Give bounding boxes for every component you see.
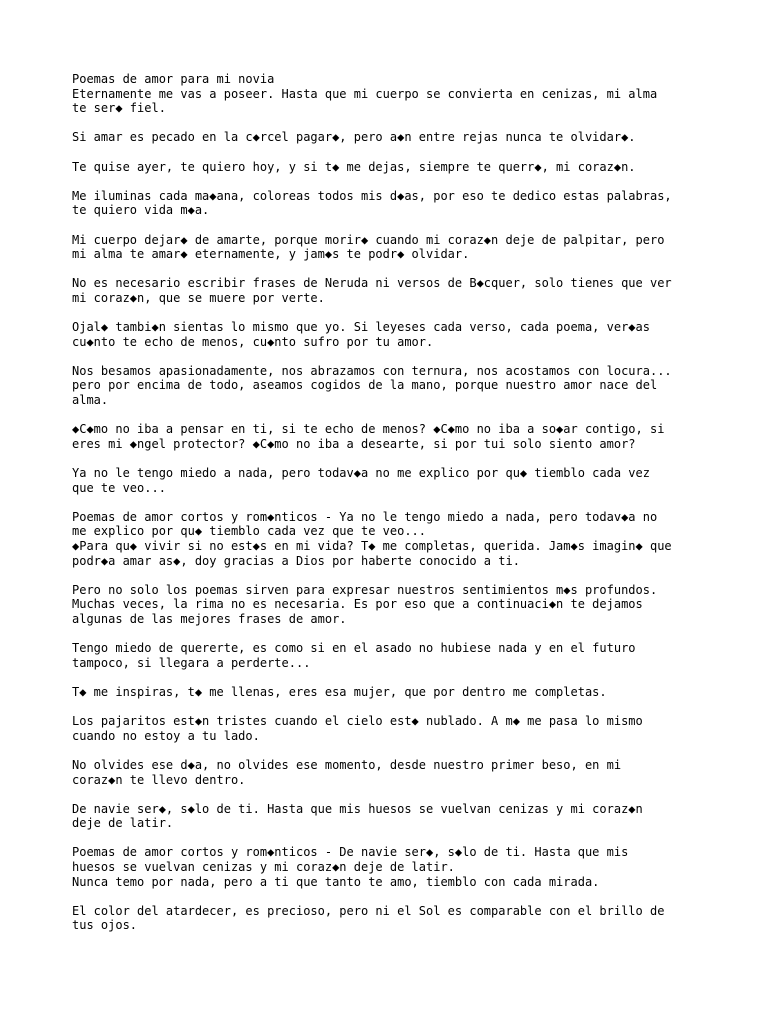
- paragraph: ◆C◆mo no iba a pensar en ti, si te echo de menos? ◆C◆mo no iba a so◆ar contigo, si eres mi ◆ngel protector? ◆C◆mo no iba a desearte, si por tui solo siento amor?: [72, 422, 665, 451]
- paragraph: Mi cuerpo dejar◆ de amarte, porque morir◆ cuando mi coraz◆n deje de palpitar, pero mi alma te amar◆ eternamente, y jam◆s te podr◆ olvidar.: [72, 232, 665, 262]
- paragraph: Me iluminas cada ma◆ana, coloreas todos mis d◆as, por eso te dedico estas palabras, te quiero vida m◆a.: [72, 188, 672, 218]
- paragraph: Pero no solo los poemas sirven para expresar nuestros sentimientos m◆s profundos. Muchas veces, la rima no es necesaria. Es por eso que a continuaci◆n te dejamos algunas de las mejores frases de amor.: [72, 582, 658, 626]
- paragraph: De navie ser◆, s◆lo de ti. Hasta que mis huesos se vuelvan cenizas y mi coraz◆n deje de latir.: [72, 801, 643, 831]
- paragraph: Los pajaritos est◆n tristes cuando el cielo est◆ nublado. A m◆ me pasa lo mismo cuando no estoy a tu lado.: [72, 714, 643, 743]
- paragraph: Nos besamos apasionadamente, nos abrazamos con ternura, nos acostamos con locura... pero por encima de todo, aseamos cogidos de la mano, porque nuestro amor nace del alma.: [72, 363, 672, 408]
- paragraph: Tengo miedo de quererte, es como si en el asado no hubiese nada y en el futuro tampoco, si llegara a perderte...: [72, 641, 636, 670]
- paragraph: No olvides ese d◆a, no olvides ese momento, desde nuestro primer beso, en mi coraz◆n te llevo dentro.: [72, 757, 622, 787]
- paragraph: Poemas de amor cortos y rom◆nticos - Ya no le tengo miedo a nada, pero todav◆a no me explico por qu◆ tiemblo cada vez que te veo... ◆Para qu◆ vivir si no est◆s en mi vida? T◆ me completas, querida. Jam◆s imagin◆ que podr◆a amar as◆, doy gracias a Dios por haberte conocido a ti.: [72, 509, 672, 568]
- paragraph: Ya no le tengo miedo a nada, pero todav◆a no me explico por qu◆ tiemblo cada vez que te veo...: [72, 466, 650, 495]
- paragraph: No es necesario escribir frases de Neruda ni versos de B◆cquer, solo tienes que ver mi coraz◆n, que se muere por verte.: [72, 276, 672, 305]
- paragraph-title-intro: Poemas de amor para mi novia Eternamente me vas a poseer. Hasta que mi cuerpo se convierta en cenizas, mi alma te ser◆ fiel.: [72, 72, 658, 116]
- paragraph: Te quise ayer, te quiero hoy, y si t◆ me dejas, siempre te querr◆, mi coraz◆n.: [72, 159, 636, 174]
- document-body: [72, 72, 712, 948]
- paragraph: El color del atardecer, es precioso, pero ni el Sol es comparable con el brillo de tus ojos.: [72, 903, 665, 933]
- paragraph: Si amar es pecado en la c◆rcel pagar◆, pero a◆n entre rejas nunca te olvidar◆.: [72, 130, 636, 145]
- paragraph: Poemas de amor cortos y rom◆nticos - De navie ser◆, s◆lo de ti. Hasta que mis huesos se vuelvan cenizas y mi coraz◆n deje de latir. Nunca temo por nada, pero a ti que tanto te amo, tiemblo con cada mirada.: [72, 845, 629, 889]
- paragraph: T◆ me inspiras, t◆ me llenas, eres esa mujer, que por dentro me completas.: [72, 684, 607, 699]
- paragraph: Ojal◆ tambi◆n sientas lo mismo que yo. Si leyeses cada verso, cada poema, ver◆as cu◆nto te echo de menos, cu◆nto sufro por tu amor.: [72, 320, 650, 349]
